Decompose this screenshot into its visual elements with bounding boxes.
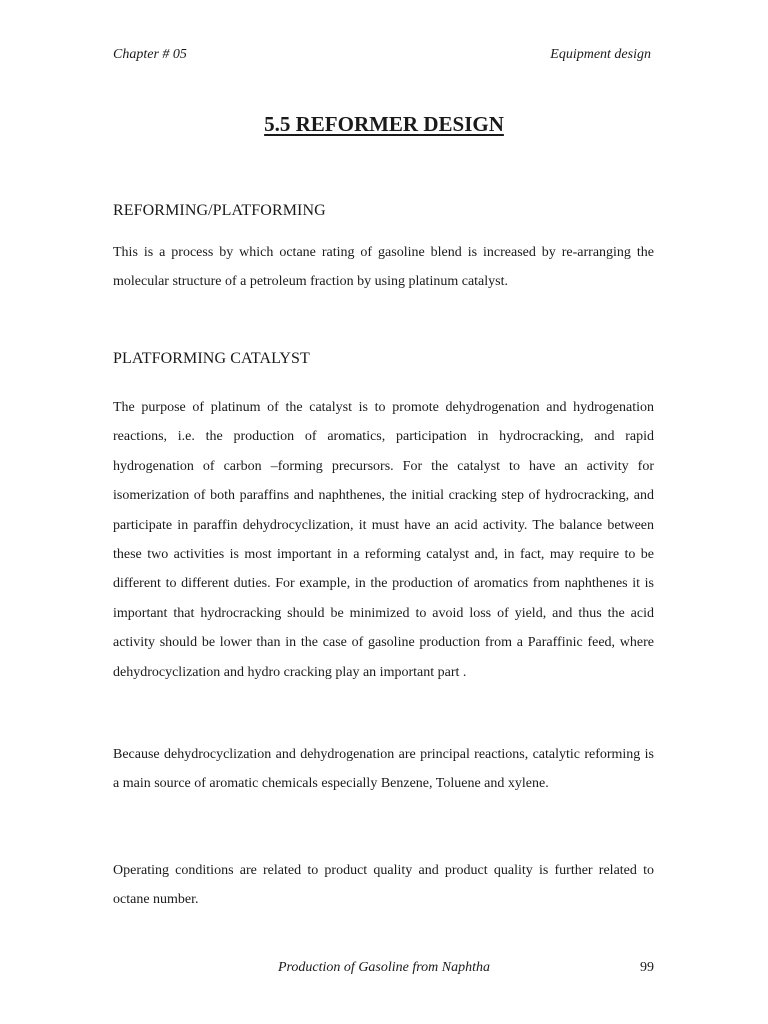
paragraph-catalyst-purpose: The purpose of platinum of the catalyst is to promote dehydrogenation and hydrogenation reactions, i.e. the production of aromatics, participation in hydrocracking, and rapid hydrogenation of carbon –forming precursors. For the catalyst to have an activity for isomerization of both paraffins and naphthenes, the initial cracking step of hydrocracking, and participate in paraffin dehydrocyclization, it must have an acid activity. The balance between these two activities is most important in a reforming catalyst and, in fact, may require to be different to different duties. For example, in the production of aromatics from naphthenes it is important that hydrocracking should be minimized to avoid loss of yield, and thus the acid activity should be lower than in the case of gasoline production from a Paraffinic feed, where dehydrocyclization and hydro cracking play an important part . [113,400,654,680]
paragraph-aromatics-source: Because dehydrocyclization and dehydrogenation are principal reactions, catalytic reforming is a main source of aromatic chemicals especially Benzene, Toluene and xylene. [113,747,654,792]
paragraph-operating-conditions: Operating conditions are related to product quality and product quality is further related to octane number. [113,863,654,908]
section-heading-reforming: REFORMING/PLATFORMING [113,202,326,219]
page-title [0,112,768,137]
paragraph-reforming-definition: This is a process by which octane rating of gasoline blend is increased by re-arranging the molecular structure of a petroleum fraction by using platinum catalyst. [113,245,654,290]
page-number: 99 [640,960,654,975]
header-chapter: Chapter # 05 [113,47,187,62]
footer-title: Production of Gasoline from Naphtha [277,960,491,975]
header-section: Equipment design [550,47,651,62]
page-title-text: 5.5 REFORMER DESIGN [264,112,504,136]
section-heading-catalyst: PLATFORMING CATALYST [113,350,310,367]
